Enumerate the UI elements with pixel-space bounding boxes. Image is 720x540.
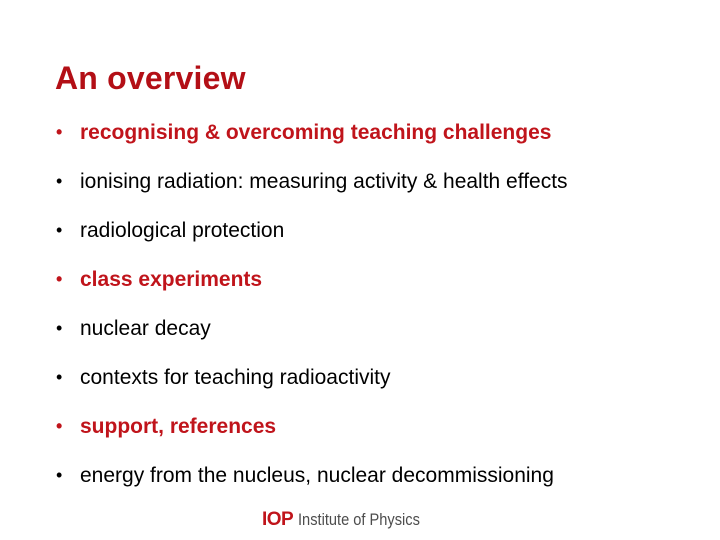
bullet-text: ionising radiation: measuring activity & health effects: [80, 169, 568, 193]
iop-logo: [262, 508, 440, 532]
bullet-icon: •: [56, 367, 63, 387]
bullet-item: [56, 108, 568, 157]
bullet-item: [56, 255, 568, 304]
bullet-text: class experiments: [80, 267, 263, 291]
bullet-list: [56, 108, 568, 500]
bullet-item: [56, 304, 568, 353]
bullet-icon: •: [56, 122, 63, 142]
bullet-icon: •: [56, 171, 63, 191]
bullet-item: [56, 451, 568, 500]
bullet-item: [56, 157, 568, 206]
slide-title: An overview: [55, 60, 246, 96]
bullet-icon: •: [56, 220, 63, 240]
bullet-text: nuclear decay: [80, 316, 211, 340]
bullet-icon: •: [56, 318, 63, 338]
bullet-item: [56, 206, 568, 255]
bullet-icon: •: [56, 416, 63, 436]
bullet-text: support, references: [80, 414, 277, 438]
bullet-item: [56, 353, 568, 402]
bullet-icon: •: [56, 269, 63, 289]
bullet-text: energy from the nucleus, nuclear decommissioning: [80, 463, 554, 487]
bullet-text: contexts for teaching radioactivity: [80, 365, 391, 389]
bullet-text: recognising & overcoming teaching challenges: [80, 120, 552, 144]
iop-logo-mark: IOP: [262, 509, 294, 530]
iop-logo-text: Institute of Physics: [298, 510, 421, 529]
bullet-icon: •: [56, 465, 63, 485]
bullet-text: radiological protection: [80, 218, 285, 242]
bullet-item: [56, 402, 568, 451]
